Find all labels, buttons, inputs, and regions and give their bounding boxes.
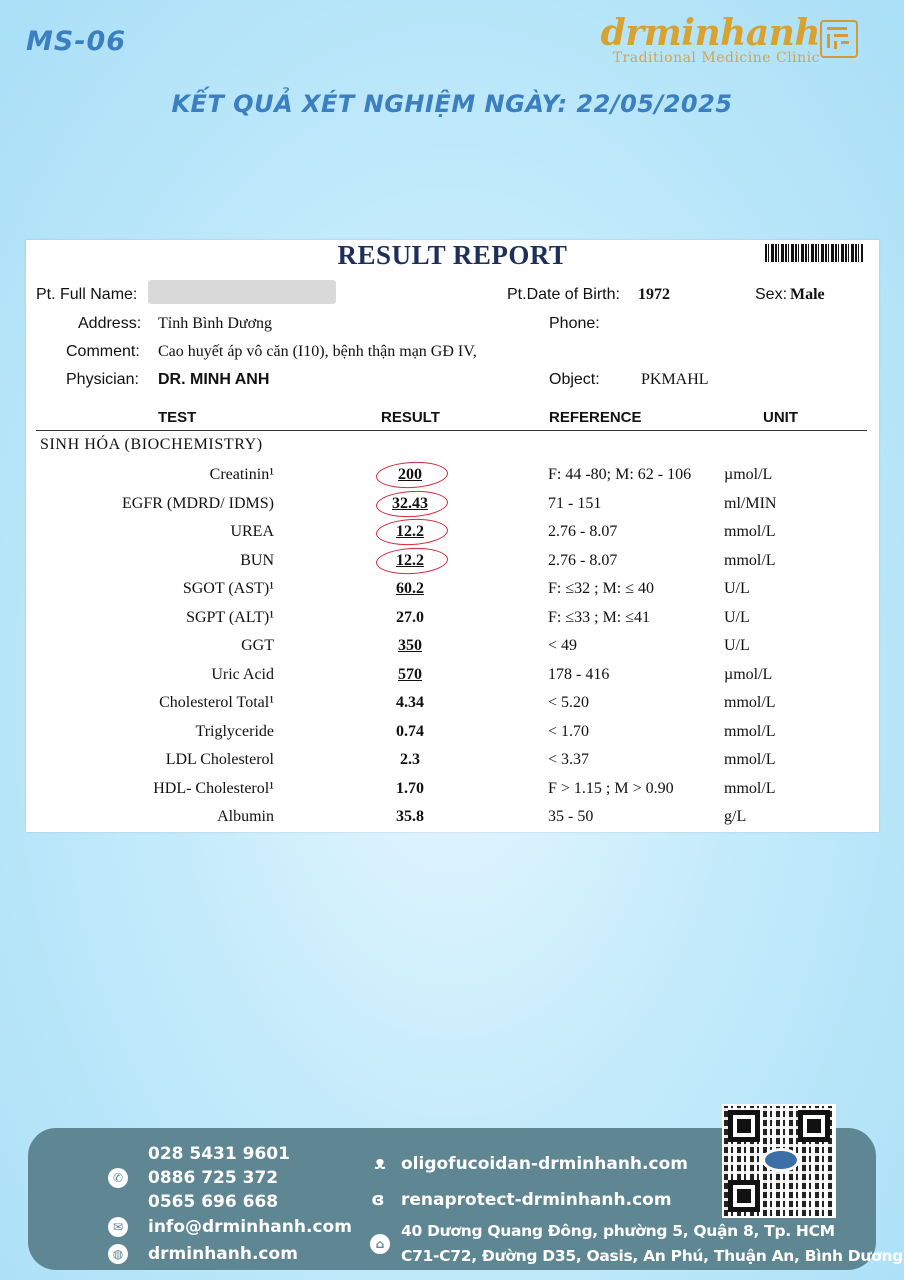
test-name: SGPT (ALT)¹	[186, 608, 274, 626]
reference-range: < 3.37	[548, 751, 590, 768]
unit: mmol/L	[724, 523, 776, 540]
brand-name: drminhanh	[600, 12, 820, 54]
column-test: TEST	[158, 409, 197, 426]
address-line-1: 40 Dương Quang Đông, phường 5, Quận 8, Tp. HCM	[401, 1222, 835, 1240]
sex-label: Sex:	[755, 286, 788, 303]
qr-logo-icon	[762, 1148, 800, 1172]
unit: U/L	[724, 608, 750, 626]
address-line-2: C71-C72, Đường D35, Oasis, An Phú, Thuận An, Bình Dương	[401, 1247, 903, 1265]
clinic-brand	[601, 12, 864, 66]
test-name: LDL Cholesterol	[165, 751, 274, 768]
result-value: 200	[398, 466, 422, 483]
red-circle-mark	[375, 489, 448, 519]
name-label: Pt. Full Name:	[36, 286, 138, 303]
reference-range: F: ≤33 ; M: ≤41	[548, 608, 651, 626]
table-row	[26, 576, 879, 602]
qr-finder-top-left	[728, 1110, 760, 1142]
test-name: Creatinin¹	[209, 466, 274, 483]
table-row	[26, 662, 879, 688]
phone-1[interactable]: 028 5431 9601	[148, 1144, 290, 1164]
result-value: 1.70	[396, 779, 424, 797]
object-value: PKMAHL	[641, 371, 709, 388]
result-value: 12.2	[396, 551, 424, 569]
test-name: Uric Acid	[211, 665, 274, 683]
reference-range: F: 44 -80; M: 62 - 106	[548, 466, 692, 483]
table-row	[26, 804, 879, 830]
test-name: Albumin	[217, 808, 274, 825]
table-row	[26, 776, 879, 802]
phone-2[interactable]: 0886 725 372	[148, 1168, 279, 1188]
test-name: UREA	[230, 523, 274, 540]
table-row	[26, 462, 879, 488]
test-name: Cholesterol Total¹	[159, 694, 274, 711]
phone-icon: ✆	[108, 1168, 128, 1188]
email-link[interactable]: info@drminhanh.com	[148, 1217, 352, 1237]
object-label: Object:	[549, 371, 600, 388]
dob-value: 1972	[638, 286, 670, 303]
address-label: Address:	[78, 315, 142, 332]
reference-range: 178 - 416	[548, 665, 610, 683]
test-name: EGFR (MDRD/ IDMS)	[121, 494, 274, 512]
physician-label: Physician:	[66, 371, 139, 388]
reference-range: 2.76 - 8.07	[548, 523, 618, 540]
physician-value: DR. MINH ANH	[158, 371, 270, 388]
unit: mmol/L	[724, 751, 776, 768]
table-row	[26, 719, 879, 745]
result-value: 4.34	[396, 694, 424, 711]
document-code: MS-06	[26, 26, 127, 57]
ribbon-icon: ᴥ	[374, 1153, 386, 1174]
unit: ml/MIN	[724, 494, 777, 512]
reference-range: 35 - 50	[548, 808, 594, 825]
reference-range: F: ≤32 ; M: ≤ 40	[548, 580, 655, 597]
column-result: RESULT	[381, 409, 440, 426]
red-circle-mark	[375, 517, 448, 547]
table-row	[26, 690, 879, 716]
reference-range: F > 1.15 ; M > 0.90	[548, 779, 674, 797]
seal-logo-icon	[820, 20, 858, 58]
email-icon: ✉	[108, 1217, 128, 1237]
unit: mmol/L	[724, 779, 776, 797]
kidney-icon: ɞ	[371, 1189, 385, 1210]
reference-range: < 1.70	[548, 722, 590, 740]
test-name: SGOT (AST)¹	[182, 580, 274, 597]
table-row	[26, 519, 879, 545]
section-title: SINH HÓA (BIOCHEMISTRY)	[40, 436, 263, 453]
qr-finder-bottom-left	[728, 1180, 760, 1212]
report-title: RESULT REPORT	[337, 240, 568, 270]
reference-range: < 5.20	[548, 694, 590, 711]
test-name: HDL- Cholesterol¹	[153, 779, 274, 797]
test-name: Triglyceride	[195, 722, 274, 740]
sex-value: Male	[790, 286, 825, 303]
table-row	[26, 747, 879, 773]
result-value: 60.2	[396, 580, 424, 597]
red-circle-mark	[375, 460, 448, 490]
globe-icon: ◍	[108, 1244, 128, 1264]
table-row	[26, 491, 879, 517]
phone-label: Phone:	[549, 315, 600, 332]
unit: mmol/L	[724, 551, 776, 569]
unit: U/L	[724, 637, 750, 654]
website-link[interactable]: drminhanh.com	[148, 1244, 298, 1264]
site-link-2[interactable]: renaprotect-drminhanh.com	[401, 1190, 672, 1210]
test-date-title: KẾT QUẢ XÉT NGHIỆM NGÀY: 22/05/2025	[171, 90, 733, 118]
address-value: Tỉnh Bình Dương	[158, 315, 273, 332]
table-row	[26, 633, 879, 659]
column-reference: REFERENCE	[549, 409, 642, 426]
unit: mmol/L	[724, 722, 776, 740]
result-value: 0.74	[396, 722, 424, 740]
home-icon: ⌂	[370, 1234, 390, 1254]
red-circle-mark	[375, 546, 448, 576]
unit: µmol/L	[724, 466, 773, 483]
column-unit: UNIT	[763, 409, 798, 426]
result-value: 350	[398, 637, 422, 654]
test-name: BUN	[240, 551, 274, 569]
reference-range: 2.76 - 8.07	[548, 551, 618, 569]
header-divider	[36, 430, 867, 431]
reference-range: < 49	[548, 637, 578, 654]
test-name: GGT	[241, 637, 274, 654]
unit: µmol/L	[724, 665, 773, 683]
unit: mmol/L	[724, 694, 776, 711]
qr-finder-top-right	[798, 1110, 830, 1142]
dob-label: Pt.Date of Birth:	[507, 286, 620, 303]
result-value: 27.0	[396, 608, 424, 626]
brand-tagline: Traditional Medicine Clinic	[612, 50, 820, 66]
table-row	[26, 548, 879, 574]
result-value: 2.3	[400, 751, 420, 768]
result-value: 570	[398, 665, 422, 683]
comment-label: Comment:	[66, 343, 140, 360]
redacted-name	[148, 280, 336, 304]
phone-3[interactable]: 0565 696 668	[148, 1192, 279, 1212]
result-value: 12.2	[396, 523, 424, 540]
unit: g/L	[724, 808, 747, 825]
table-row	[26, 605, 879, 631]
result-value: 32.43	[392, 494, 428, 512]
result-report	[26, 240, 879, 832]
reference-range: 71 - 151	[548, 494, 602, 512]
result-value: 35.8	[396, 808, 424, 825]
qr-code[interactable]	[722, 1104, 836, 1218]
site-link-1[interactable]: oligofucoidan-drminhanh.com	[401, 1154, 688, 1174]
unit: U/L	[724, 580, 750, 597]
comment-value: Cao huyết áp vô căn (I10), bệnh thận mạn GĐ IV,	[158, 343, 477, 360]
barcode-icon	[765, 244, 863, 262]
